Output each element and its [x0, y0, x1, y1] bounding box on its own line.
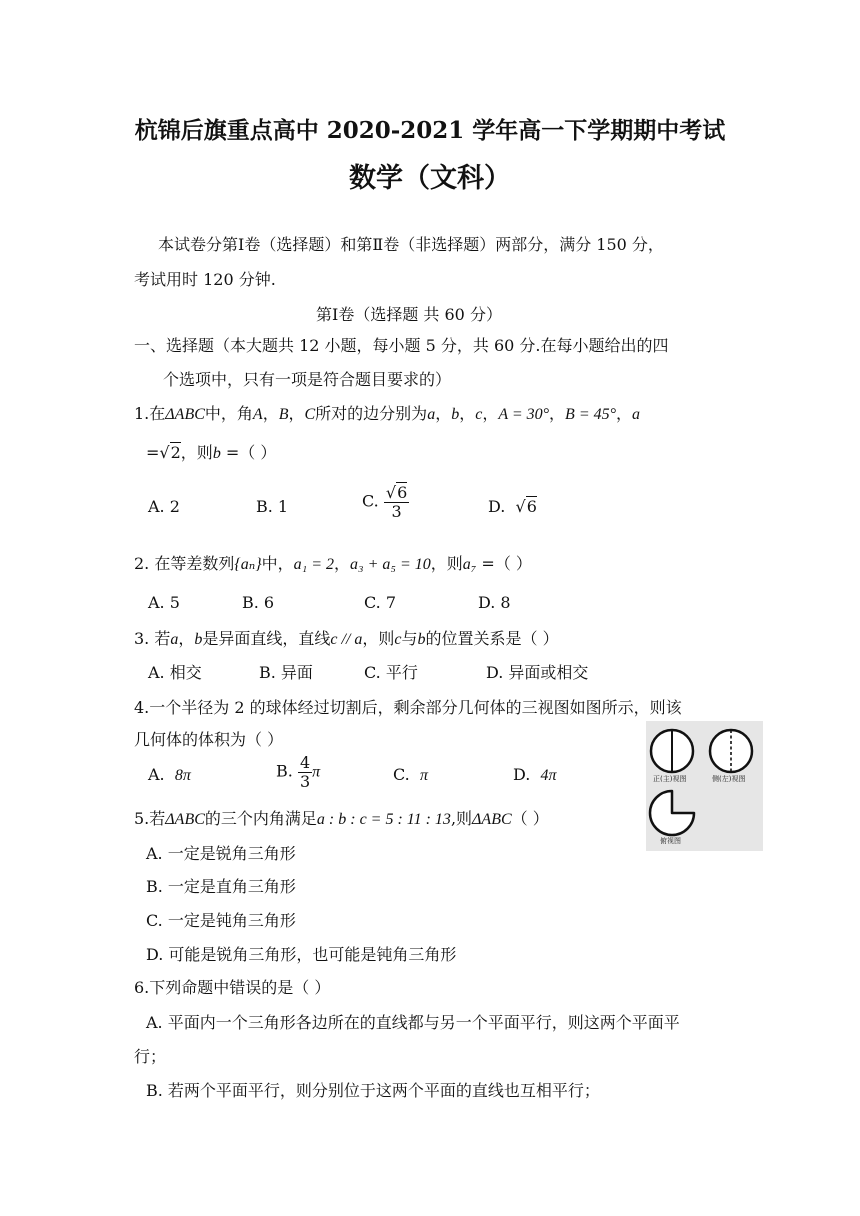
exam-title: 杭锦后旗重点高中 2020-2021 学年高一下学期期中考试 [134, 117, 726, 144]
q2-stem: 2. 在等差数列{aₙ}中，a₁ = 2，a₃ + a₅ = 10，则a₇ =（ ） [134, 554, 532, 573]
side-view-label: 侧(左)视图 [712, 775, 746, 783]
q1-stem-line-1: 1.在ΔABC中，角A，B，C所对的边分别为a，b，c，A = 30°，B = 45°，a [134, 404, 641, 423]
q1-option-b: B. 1 [256, 497, 289, 516]
q5-option-d: D. 可能是锐角三角形，也可能是钝角三角形 [146, 945, 457, 964]
q5-option-b: B. 一定是直角三角形 [146, 877, 296, 896]
q5-option-c: C. 一定是钝角三角形 [146, 911, 296, 930]
q4-option-a: A. 8π [148, 765, 191, 784]
q1-option-a: A. 2 [148, 497, 180, 516]
part1-title: 第Ⅰ卷（选择题 共 60 分） [316, 305, 502, 324]
three-view-drawing [646, 721, 763, 851]
intro-line-1: 本试卷分第Ⅰ卷（选择题）和第Ⅱ卷（非选择题）两部分，满分 150 分， [158, 235, 664, 254]
intro-line-2: 考试用时 120 分钟. [134, 270, 276, 289]
q4-stem-line-1: 4.一个半径为 2 的球体经过切割后，剩余部分几何体的三视图如图所示，则该 [134, 698, 682, 717]
q3-stem: 3. 若a，b是异面直线，直线c // a，则c与b的位置关系是（ ） [134, 629, 559, 648]
top-view-sector [650, 791, 694, 835]
q1-option-c: C. $\frac{√6}{3}$ [362, 483, 408, 521]
q6-option-b: B. 若两个平面平行，则分别位于这两个平面的直线也互相平行； [146, 1081, 600, 1100]
front-view-label: 正(主)视图 [653, 775, 687, 783]
q3-option-c: C. 平行 [364, 663, 418, 682]
three-view-figure [646, 721, 763, 851]
q6-option-a-line-2: 行； [134, 1047, 167, 1066]
q6-stem: 6.下列命题中错误的是（ ） [134, 978, 331, 997]
section1-line-2: 个选项中，只有一项是符合题目要求的） [163, 370, 452, 389]
top-view-label: 俯视图 [660, 837, 681, 845]
subject-title: 数学（文科） [349, 163, 511, 194]
q2-option-c: C. 7 [364, 593, 397, 612]
q3-option-a: A. 相交 [148, 663, 202, 682]
q4-stem-line-2: 几何体的体积为（ ） [134, 730, 284, 749]
q6-option-a-line-1: A. 平面内一个三角形各边所在的直线都与另一个平面平行，则这两个平面平 [146, 1013, 680, 1032]
q3-option-b: B. 异面 [259, 663, 313, 682]
q4-option-d: D. 4π [513, 765, 557, 784]
section1-line-1: 一、选择题（本大题共 12 小题，每小题 5 分，共 60 分.在每小题给出的四 [134, 336, 669, 355]
q5-option-a: A. 一定是锐角三角形 [146, 844, 296, 863]
q2-option-a: A. 5 [148, 593, 180, 612]
q1-stem-line-2: =√2，则b =（ ） [146, 443, 277, 462]
q1-option-d: D. √6 [488, 497, 537, 516]
q4-option-b: B. $\frac{4}{3}$ π [276, 753, 321, 791]
q2-option-b: B. 6 [242, 593, 275, 612]
q2-option-d: D. 8 [478, 593, 511, 612]
q4-option-c: C. π [393, 765, 428, 784]
q3-option-d: D. 异面或相交 [486, 663, 589, 682]
q5-stem: 5.若ΔABC的三个内角满足a : b : c = 5 : 11 : 13,则ΔABC（ ） [134, 809, 549, 828]
